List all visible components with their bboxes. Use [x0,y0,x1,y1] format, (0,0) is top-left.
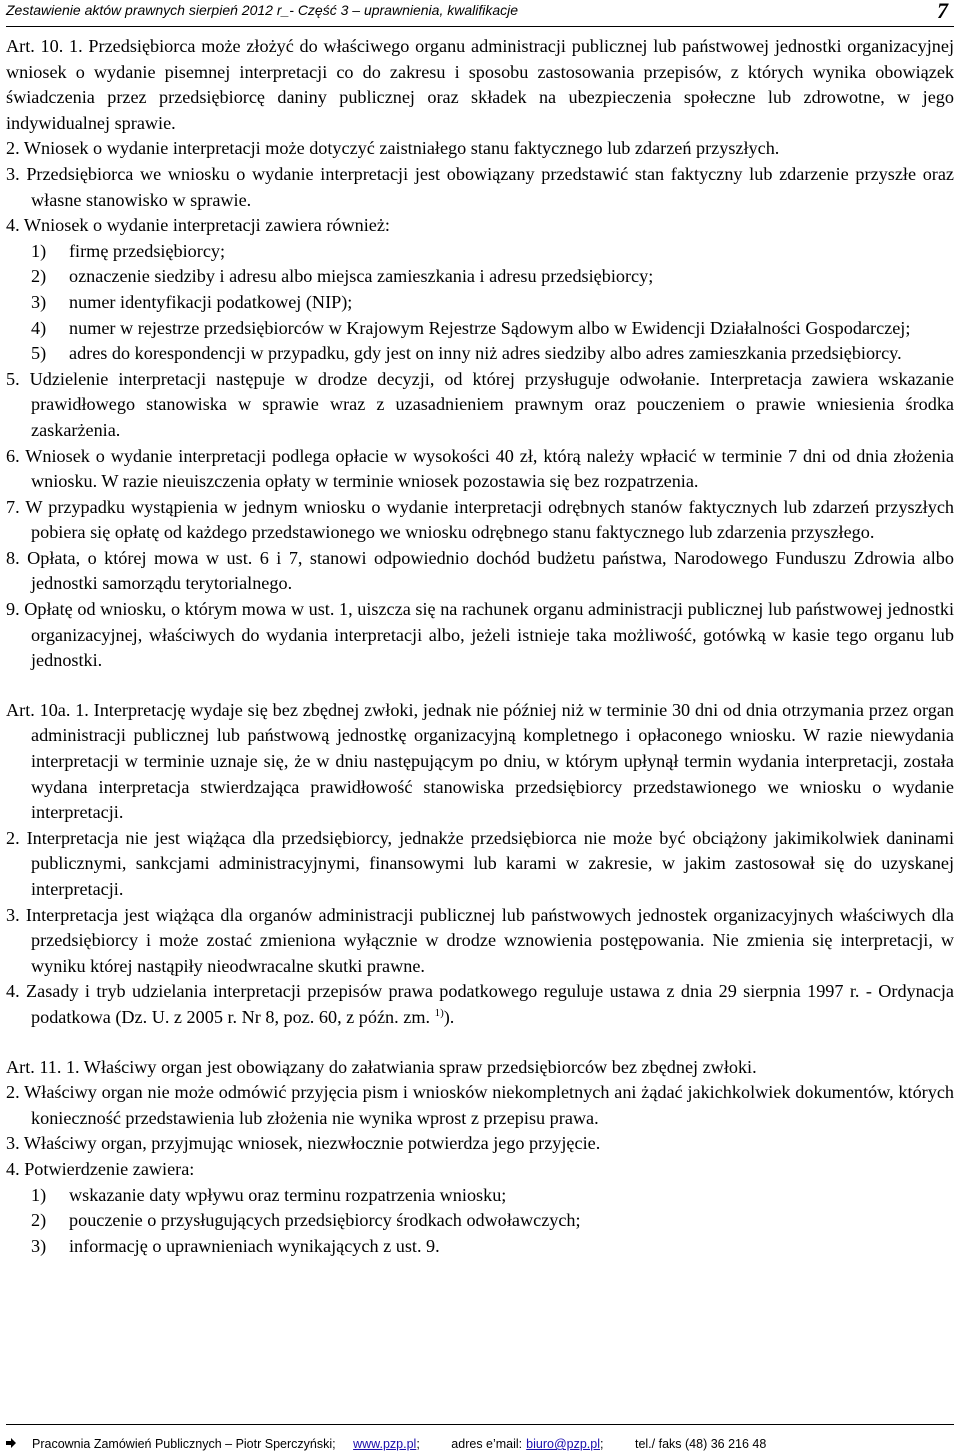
art10-par4: 4. Wniosek o wydanie interpretacji zawiera również: [6,215,390,236]
list-item: 3) informację o uprawnieniach wynikających z ust. 9. [31,1235,440,1256]
page-footer [6,1424,954,1451]
art10a-par3: 3. Interpretacja jest wiążąca dla organów administracji publicznej lub państwowych jednostek organizacyjnych właściwych dla przedsiębiorcy i może zostać zmieniona wyłącznie w drodze wznowienia postępowania. Nie zmienia się interpretacji, w wyniku której nastąpiły nieodwracalne skutki prawne. [6,904,954,976]
art10a-par4: 4. Zasady i tryb udzielania interpretacji przepisów prawa podatkowego reguluje ustawa z dnia 29 sierpnia 1997 r. - Ordynacja podatkowa (Dz. U. z 2005 r. Nr 8, poz. 60, z późn. zm. $^{1)}$). [6,981,954,1027]
footer-email-label: adres e’mail: [451,1437,523,1451]
website-link[interactable]: www.pzp.pl [353,1437,417,1451]
art10-par1: Art. 10. 1. Przedsiębiorca może złożyć do właściwego organu administracji publicznej lub państwowej jednostki organizacyjnej wniosek o wydanie pisemnej interpretacji co do zakresu i sposobu zastosowania przepisów, z których wynika obowiązek świadczenia przez przedsiębiorcę daniny publicznej oraz składek na ubezpieczenia społeczne lub zdrowotne, w jego indywidualnej sprawie. [6,36,954,133]
email-link[interactable]: biuro@pzp.pl [526,1437,601,1451]
art11-par1: Art. 11. 1. Właściwy organ jest obowiązany do załatwiania spraw przedsiębiorców bez zbędnej zwłoki. [6,1056,757,1077]
list-item: 2) pouczenie o przysługujących przedsiębiorcy środkach odwoławczych; [31,1210,581,1231]
art10-par6: 6. Wniosek o wydanie interpretacji podlega opłacie w wysokości 40 zł, którą należy wpłacić w terminie 7 dni od dnia złożenia wniosku. W razie nieuiszczenia opłaty w terminie wniosek pozostawia się bez rozpatrzenia. [6,445,954,492]
art10-par2: 2. Wniosek o wydanie interpretacji może dotyczyć zaistniałego stanu faktycznego lub zdarzeń przyszłych. [6,138,780,159]
document-body [6,34,954,1259]
footer-separator: ; [600,1437,604,1451]
footer-separator: ; [416,1437,420,1451]
art10-par9: 9. Opłatę od wniosku, o którym mowa w ust. 1, uiszcza się na rachunek organu administracji publicznej lub państwowej jednostki organizacyjnej, właściwych do wydania interpretacji albo, jeżeli istnieje taka możliwość, gotówką w kasie tego organu lub jednostki. [6,599,954,671]
page-number: 7 [937,0,948,23]
art11-par3: 3. Właściwy organ, przyjmując wniosek, niezwłocznie potwierdza jego przyjęcie. [6,1133,601,1154]
list-item: 3) numer identyfikacji podatkowej (NIP); [31,291,353,312]
art11-par4: 4. Potwierdzenie zawiera: [6,1158,195,1179]
list-item: 5) adres do korespondencji w przypadku, gdy jest on inny niż adres siedziby albo adres zamieszkania przedsiębiorcy. [31,343,902,364]
page-header [6,0,954,27]
art10a-par2: 2. Interpretacja nie jest wiążąca dla przedsiębiorcy, jednakże przedsiębiorca nie może być obciążony jakimikolwiek daninami publicznymi, sankcjami administracyjnymi, finansowymi lub karami w zakresie, w jakim zastosował się do uzyskanej interpretacji. [6,827,954,899]
art10a-par1: Art. 10a. 1. Interpretację wydaje się bez zbędnej zwłoki, jednak nie później niż w terminie 30 dni od dnia otrzymania przez organ administracji publicznej lub państwową jednostkę organizacyjną kompletnego i opłaconego wniosku. W razie niewydania interpretacji w terminie uznaje się, że w dniu następującym po dniu, w którym upłynął termin wydania interpretacji, została wydana interpretacja stwierdzająca prawidłowość stanowiska przedsiębiorcy przedstawionego we wniosku o wydanie interpretacji. [6,699,954,823]
list-item: 4) numer w rejestrze przedsiębiorców w Krajowym Rejestrze Sądowym albo w Ewidencji Działalności Gospodarczej; [31,317,911,338]
art10-par3: 3. Przedsiębiorca we wniosku o wydanie interpretacji jest obowiązany przedstawić stan faktyczny lub zdarzenie przyszłe oraz własne stanowisko w sprawie. [6,163,954,210]
arrow-right-icon [6,1437,18,1451]
list-item: 2) oznaczenie siedziby i adresu albo miejsca zamieszkania i adresu przedsiębiorcy; [31,266,654,287]
art11-par4-list [6,1183,954,1260]
list-item: 1) wskazanie daty wpływu oraz terminu rozpatrzenia wniosku; [31,1184,507,1205]
art10-par8: 8. Opłata, o której mowa w ust. 6 i 7, stanowi odpowiednio dochód budżetu państwa, Narodowego Funduszu Zdrowia albo jednostki samorządu terytorialnego. [6,547,954,594]
footnote-ref: 1) [434,1006,444,1019]
header-title: Zestawienie aktów prawnych sierpień 2012 r_- Część 3 – uprawnienia, kwalifikacje [6,2,519,18]
footer-company: Pracownia Zamówień Publicznych – Piotr Sperczyński; [32,1437,336,1451]
art10-par4-list [6,239,954,367]
list-item: 1) firmę przedsiębiorcy; [31,240,226,261]
footer-phone: tel./ faks (48) 36 216 48 [634,1437,767,1451]
art10-par5: 5. Udzielenie interpretacji następuje w drodze decyzji, od której przysługuje odwołanie. Interpretacja zawiera wskazanie prawidłowego stanowiska w sprawie wraz z uzasadnieniem prawnym oraz pouczeniem o prawie wniesienia środka zaskarżenia. [6,368,954,440]
art10-par7: 7. W przypadku wystąpienia w jednym wniosku o wydanie interpretacji odrębnych stanów faktycznych lub zdarzeń przyszłych pobiera się opłatę od każdego przedstawionego we wniosku odrębnego stanu faktycznego lub zdarzenia przyszłego. [6,496,954,543]
art11-par2: 2. Właściwy organ nie może odmówić przyjęcia pism i wniosków niekompletnych ani żądać jakichkolwiek dokumentów, których konieczność przedstawienia lub złożenia nie wynika wprost z przepisu prawa. [6,1082,954,1128]
